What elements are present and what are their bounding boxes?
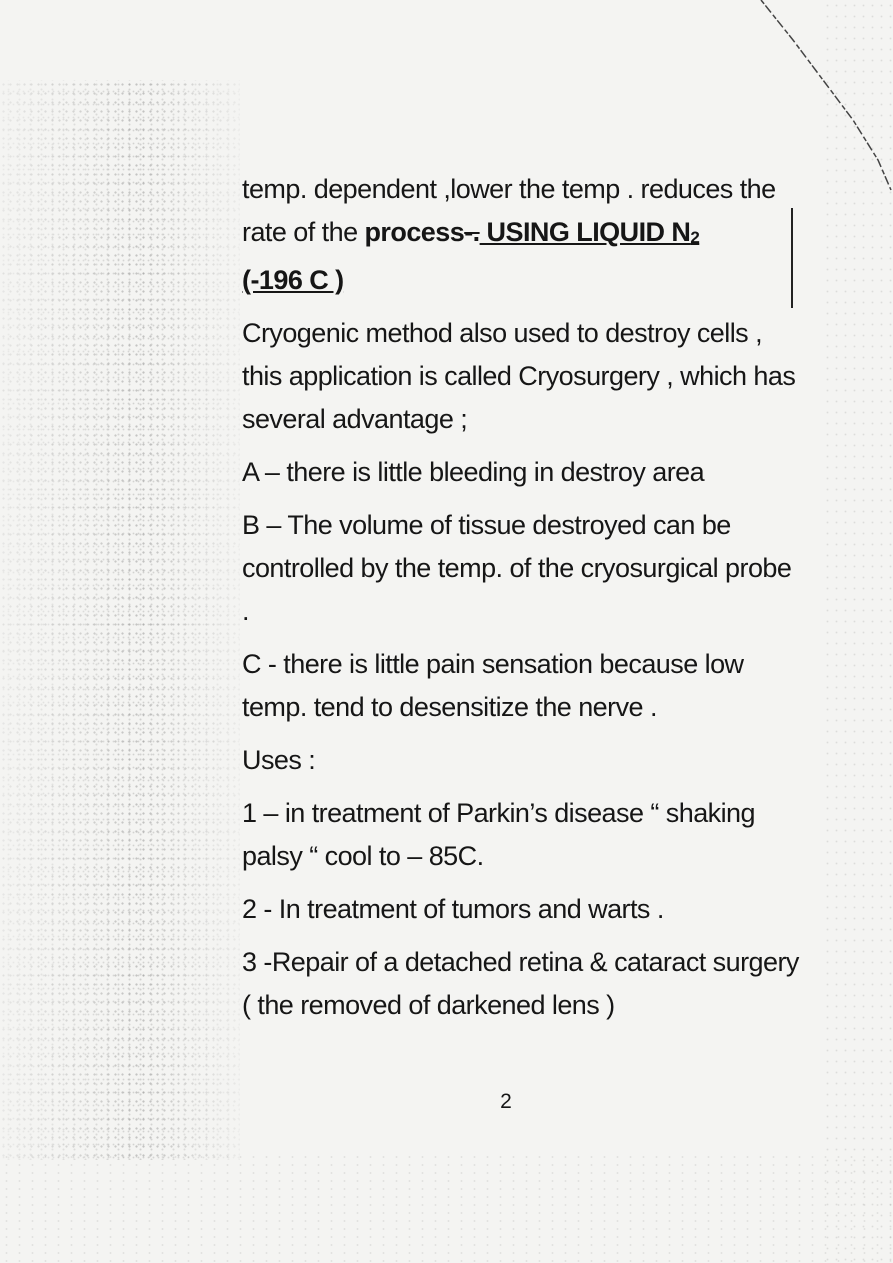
intro-bold-word: process xyxy=(364,217,465,247)
intro-struck-text: -. xyxy=(464,217,480,247)
use-item-1: 1 – in treatment of Parkin’s disease “ shaking palsy “ cool to – 85C. xyxy=(242,798,755,871)
document-body xyxy=(242,168,802,1037)
advantage-c: C - there is little pain sensation because low temp. tend to desensitize the nerve . xyxy=(242,649,744,722)
heading-subscript: 2 xyxy=(690,228,700,247)
scan-noise-left xyxy=(0,80,240,1160)
advantage-a: A – there is little bleeding in destroy area xyxy=(242,457,705,487)
use-item-3: 3 -Repair of a detached retina & cataract surgery ( the removed of darkened lens ) xyxy=(242,947,799,1020)
uses-heading: Uses : xyxy=(242,745,316,775)
scan-noise-bottom xyxy=(0,1153,893,1263)
intro-text: temp. dependent ,lower the temp . reduces the rate of the xyxy=(242,174,776,247)
heading-text: USING LIQUID N xyxy=(479,217,691,247)
cryosurgery-paragraph: Cryogenic method also used to destroy cells , this application is called Cryosurgery , which has several advantage ; xyxy=(242,318,796,434)
advantage-b: B – The volume of tissue destroyed can be controlled by the temp. of the cryosurgical probe . xyxy=(242,510,792,626)
liquid-nitrogen-heading xyxy=(480,217,700,247)
temperature-heading: (-196 C ) xyxy=(242,265,344,295)
use-item-2: 2 - In treatment of tumors and warts . xyxy=(242,894,664,924)
page-number: 2 xyxy=(500,1090,512,1113)
intro-paragraph xyxy=(242,168,802,302)
